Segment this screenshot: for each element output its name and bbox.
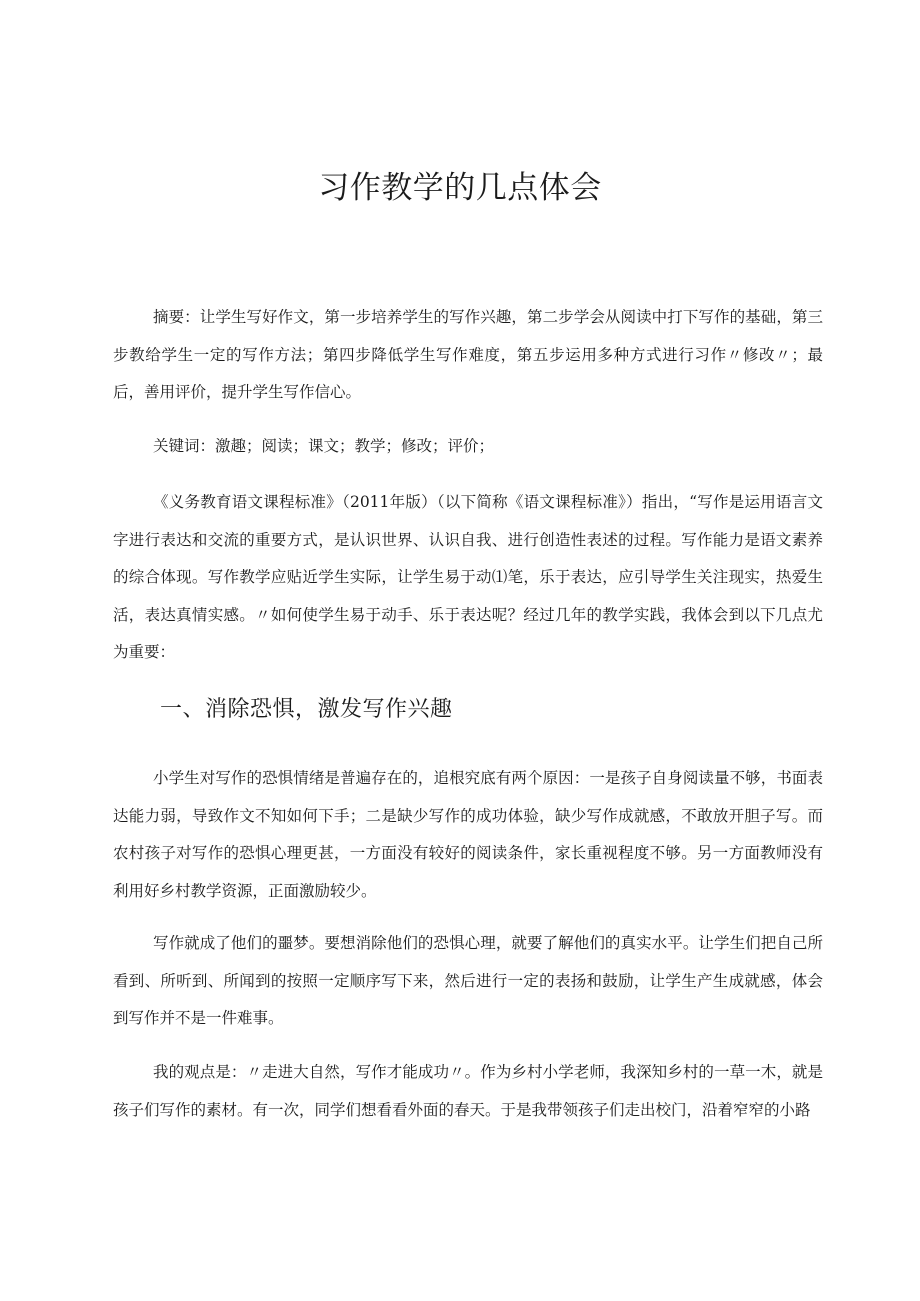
section-paragraph-2: 写作就成了他们的噩梦。要想消除他们的恐惧心理，就要了解他们的真实水平。让学生们把自己所看到、所听到、所闻到的按照一定顺序写下来，然后进行一定的表扬和鼓励，让学生产生成就感，体会到写作并不是一件难事。 <box>113 934 823 1027</box>
section-heading: 一、消除恐惧，激发写作兴趣 <box>160 697 453 722</box>
section-paragraph-1: 小学生对写作的恐惧情绪是普遍存在的，追根究底有两个原因：一是孩子自身阅读量不够，书面表达能力弱，导致作文不知如何下手；二是缺少写作的成功体验，缺少写作成就感，不敢放开胆子写。而农村孩子对写作的恐惧心理更甚，一方面没有较好的阅读条件，家长重视程度不够。另一方面教师没有利用好乡村教学资源，正面激励较少。 <box>113 769 823 900</box>
document-title: 习作教学的几点体会 <box>318 170 602 206</box>
intro-paragraph: 《义务教育语文课程标准》（2011年版）（以下简称《语文课程标准》）指出，“写作是运用语言文字进行表达和交流的重要方式，是认识世界、认识自我、进行创造性表述的过程。写作能力是语文素养的综合体现。写作教学应贴近学生实际，让学生易于动⑴笔，乐于表达，应引导学生关注现实，热爱生活，表达真情实感。〃如何使学生易于动手、乐于表达呢？经过几年的教学实践，我体会到以下几点尤为重要： <box>113 493 823 661</box>
section-paragraph-3: 我的观点是：〃走进大自然，写作才能成功〃。作为乡村小学老师，我深知乡村的一草一木，就是孩子们写作的素材。有一次，同学们想看看外面的春天。于是我带领孩子们走出校门，沿着窄窄的小路 <box>113 1063 823 1119</box>
keywords-paragraph: 关键词：激趣；阅读；课文；教学；修改；评价； <box>153 437 495 455</box>
abstract-paragraph: 摘要：让学生写好作文，第一步培养学生的写作兴趣，第二步学会从阅读中打下写作的基础，第三步教给学生一定的写作方法；第四步降低学生写作难度，第五步运用多种方式进行习作〃修改〃；最后，善用评价，提升学生写作信心。 <box>113 308 823 401</box>
